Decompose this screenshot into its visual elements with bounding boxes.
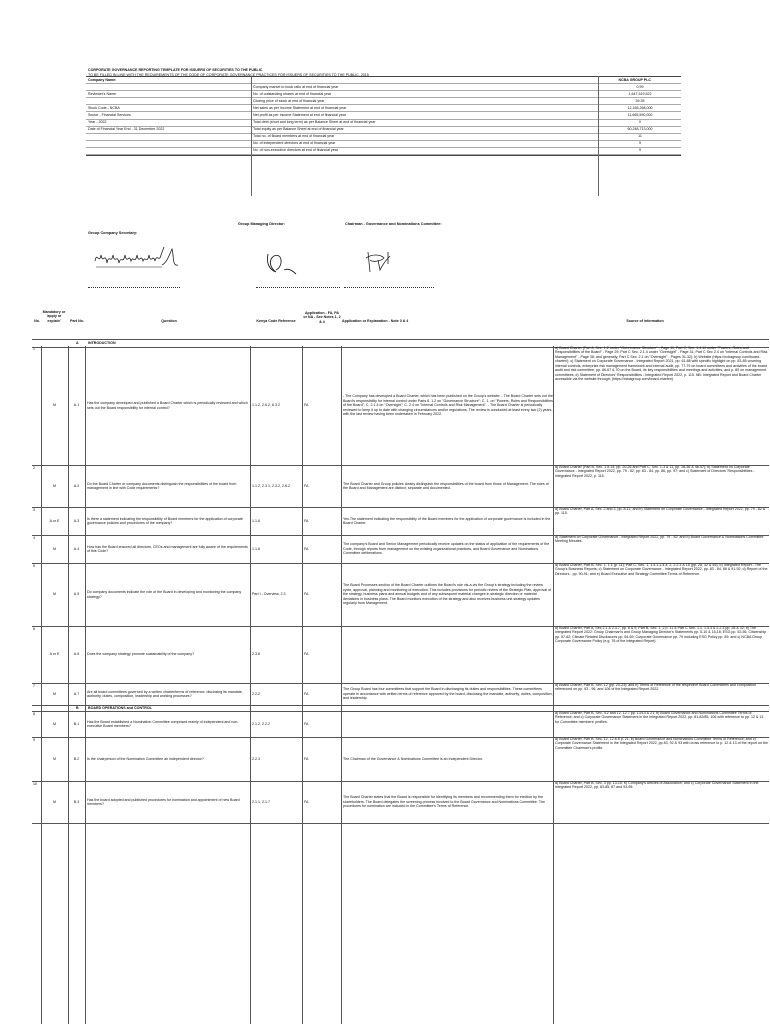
row-number: 8	[33, 712, 35, 716]
info-divider	[598, 76, 599, 196]
application-status: FA	[304, 799, 309, 804]
code-reference: 1.1.2, 2.3.1, 2.3.2, 2.6.2	[252, 483, 290, 488]
section-title: INTRODUCTION	[88, 341, 116, 345]
info-row	[86, 105, 681, 112]
header-mandatory: Mandatory or 'apply or explain'	[42, 310, 66, 323]
template-subtitle: TO BE FILLED IN LINE WITH THE REQUIREMENTS OF THE CODE OF CORPORATE GOVERNANCE PRACTICES FOR ISSUERS OF SECURITIES TO THE PUBLIC, 2015	[88, 72, 369, 77]
company-value: NCBA GROUP PLC	[618, 77, 651, 82]
table-row	[32, 626, 769, 684]
question: Do the Board Charter or company documents distinguish the responsibilities of the board from management in line with Code requirements?	[87, 481, 237, 490]
chair-label: Chairman - Governance and Nominations Committee:	[345, 222, 442, 226]
part-no: A.5	[73, 592, 80, 597]
col-divider	[341, 346, 342, 1024]
info-row	[86, 127, 681, 134]
explanation: The Board Processes section of the Board Charter outlines the Board's role vis-a-vis the Group's strategy including the review cycle, approval, planning and monitoring of execution. This includes provisions for periodic review of the Strategic Plan, approval of the strategy, business plans and annual budgets and of any subsequent material changes in strategic direction or material deviations in business plans. The Board monitors execution of the strategy and also receives business unit strategy updates regularly from Management.	[343, 583, 552, 606]
mandatory-flag: M	[53, 546, 56, 551]
metric-label: No. of outstanding shares at end of financial year	[253, 91, 332, 96]
code-reference: 2.2.2	[252, 691, 260, 696]
part-no: B.1	[73, 721, 80, 726]
mandatory-flag: M	[53, 691, 56, 696]
metric-label: Net profit as per Income Statement at end of financial year	[253, 112, 346, 117]
part-no: A.4	[73, 546, 80, 551]
info-row	[86, 134, 681, 141]
col-divider	[553, 346, 554, 1024]
row-number: 5	[33, 564, 35, 568]
info-left-label: Year - 2022	[88, 120, 107, 125]
metric-value: 11	[638, 134, 642, 139]
table-row	[32, 737, 769, 782]
secretary-signature	[92, 243, 192, 277]
secretary-label: Group Company Secretary:	[88, 231, 138, 235]
header-explanation: Application or Explanation - Note 3 & 4	[342, 319, 409, 323]
question: Does the company strategy promote sustainability of the company?	[87, 652, 195, 657]
mandatory-flag: M	[53, 799, 56, 804]
md-signature	[262, 250, 302, 278]
explanation: Yes.The statement indicating the responsibility of the Board members for the application of corporate governance is included in the Board Charter.	[343, 516, 551, 525]
code-reference: 1.1.6	[252, 546, 260, 551]
row-number: 6	[33, 627, 35, 631]
question: Has the board adopted and published procedures for nomination and appointment of new Board members?	[87, 797, 240, 806]
col-divider	[85, 346, 86, 1024]
part-no: A.6	[73, 652, 80, 657]
row-number: 2	[33, 466, 35, 470]
info-left-label: Sector - Financial Services	[88, 112, 131, 117]
header-part: Part No.	[70, 319, 84, 323]
part-no: B.2	[73, 756, 80, 761]
application-status: FA	[304, 721, 309, 726]
metric-label: No. of non-executive directors at end of financial year	[253, 148, 338, 153]
metric-value: 39.35	[635, 98, 645, 103]
info-row	[86, 141, 681, 148]
metric-value: 60,248,713,000	[627, 127, 653, 132]
code-reference: 2.3.6	[252, 652, 260, 657]
mandatory-flag: M	[53, 756, 56, 761]
question: Is there a statement indicating the responsibility of Board members for the application of corporate governance policies and procedures of the company?	[87, 516, 243, 525]
information-source: a) Board Charter, Part B, Sec. 1, 1.1 (p. 11); Part C, Sec. 1, 1.4.1-1.4.4; 2, 2.2.3 & 15 (pp. 28, 32 & 55); b) Integrated Report - The Group's Business Reports; c) Statement on Corporate Governance - Integrated Report 2022, pp. 83 - 84, 86 & 91-92; d) Report of the Directors - pp. 90-91; and e) Board Executive and Strategy Committee Terms of Reference.	[555, 563, 768, 576]
header-question: Question	[161, 319, 177, 323]
information-source: a) Board Charter (Part 8, Sec. 1.2 under "Governance Structure" - Page 11; Part C, Sec. 1.4.11 under "Powers, Roles and Responsibilities of the Board" - Page 29; Part C Sec. 2.1.4 under "Oversight" - Page 31; Part C Sec 2.4 on "Internal Controls and Risk Management" - Page 38; and generally, Part C Sec. 2.1 on "Oversight" - Pages 31-32); b) Website (https://ncbagroup.com/board-charter/); c) Statement on Corporate Governance - Integrated Report 2021, pp. 61-88 with specific highlight on pp. 83-85 covering internal controls, enterprise risk management framework and internal audit, pp. 77-79 on board committees and activities of the board audit and risk committee, pp. 66-67 & 70 on the Board, its key responsibilities and meetings and activities, and p. 80 on management committees; d) Statement of Directors' Responsibilities - Integrated Report 2022, p. 115. NB: Integrated Report and Board Charter accessible via the website through: (https://ncbagroup.com/board-charter/)	[555, 346, 768, 382]
application-status: FA	[304, 403, 309, 408]
col-divider	[302, 346, 303, 1024]
header-code-ref: Kenya Code Reference	[256, 319, 296, 323]
section-letter: A	[76, 341, 79, 345]
chair-signature	[362, 246, 398, 276]
information-source: a) Board Charter, Part B, Sec. 12 (pp. 20-23); and b) Terms of Reference of the respective Board Committees and composition referenced on pp. 93 - 96, and 106 of the Integrated Report 2022.	[555, 683, 757, 692]
info-divider	[251, 76, 252, 196]
row-number: 4	[33, 536, 35, 540]
row-number: 7	[33, 684, 35, 688]
col-divider	[250, 346, 251, 1024]
part-no: B.3	[73, 799, 80, 804]
mandatory-flag: A or E	[49, 518, 60, 523]
mandatory-flag: M	[53, 721, 56, 726]
table-row	[32, 563, 769, 627]
row-number: 3	[33, 508, 35, 512]
col-divider	[68, 346, 69, 1024]
explanation: - The Company has developed a Board Charter, which has been published on the Group's website. - The Board Charter sets out the Board's responsibility for internal control under Parts 8, 1.2 on "Governance Structure"; C. 1. on "Powers, Roles and Responsibilities of the Board"; C. 2.1.4 on "Oversight"; C. 2.4 on "Internal Controls and Risk Management". - The Board Charter is periodically reviewed to keep it up to date with changing circumstances and/or regulations. The review is conducted at least every two (2) years, with the last review having been undertaken in February 2022.	[343, 394, 553, 417]
col-divider	[41, 346, 42, 1024]
metric-label: Net sales as per Income Statement at end of financial year	[253, 105, 347, 110]
application-status: FA	[304, 592, 309, 597]
md-label: Group Managing Director:	[238, 222, 286, 226]
metric-label: Total equity as per Balance Sheet at end of financial year	[253, 127, 344, 132]
table-row	[32, 465, 769, 508]
explanation: The Group Board has four committees that support the Board in discharging its duties and responsibilities. These committees operate in accordance with written terms of reference approved by the board, disclosing the mandate, authority, duties, composition, and leadership.	[343, 687, 553, 701]
row-number: 10	[33, 782, 37, 786]
information-source: a) Board Charter (Part B, Sec. 1.5-14, pp. 20-26 and Part C, Sec. 1-3 & 11, pp. 28-36 & 46-47); b) Statement on Corporate Governance - Integrated Report 2022, pp. 79 - 82, pp. 83 - 84, pp. 86, pp. 97; and c) Statement of Directors' Responsibilities - Integrated Report 2022, p. 115.	[555, 465, 755, 478]
chair-signature-line	[344, 287, 434, 288]
metric-value: 12,165,268,000	[627, 105, 653, 110]
application-status: FA	[304, 483, 309, 488]
company-label: Company Name:	[88, 77, 117, 82]
explanation: The Board Charter states that the Board is responsible for identifying its members and recommending them for election by the shareholders. The Board delegates the screening process involved to the Board Governance and Nominations Committee. The procedures for nomination are included in the Committee's Terms of Reference.	[343, 795, 546, 809]
info-row	[86, 112, 681, 119]
application-status: FA	[304, 756, 309, 761]
application-status: FA	[304, 691, 309, 696]
information-source: a) Board Charter, Part A, Sec. 2 and 3, pp. 8-11; and b) Statement on Corporate Governance - Integrated Report 2022, pp. 79 - 82 & pp. 115.	[555, 507, 766, 516]
info-row	[86, 77, 681, 84]
header-no: No.	[34, 319, 40, 323]
explanation: The Chairman of the Governance & Nominations Committee is an independent Director.	[343, 756, 483, 761]
information-source: a) Statement on Corporate Governance - Integrated Report 2022, pp. 79 - 82; and b) Board Governance & Nominations Committee Meeting Minutes.	[555, 535, 764, 544]
part-no: A.3	[73, 518, 80, 523]
question: Are all board committees governed by a written charter/terms of reference, disclosing its mandate, authority, duties, composition, leadership and working processes?	[87, 689, 243, 698]
metric-label: Closing price of stock at end of financial year	[253, 98, 325, 103]
metric-value: 1,647,519,522	[628, 91, 652, 96]
code-reference: 2.1.1, 2.1.7	[252, 799, 270, 804]
information-source: a) Board Charter, Part B, Sec. 12, 12.6.6 p. 21; b) Board Governance and Nominations Committee Terms of Reference; and c) Corporate Governance Statement in the Integrated Report 2022, pp 83, 92 & 93 with cross reference to p. 12 & 13 of the report on the Committee Chairman's profile.	[555, 737, 768, 750]
header-source: Source of information	[626, 319, 664, 323]
row-number: 9	[33, 738, 35, 742]
part-no: A.2	[73, 483, 80, 488]
metric-label: No. of independent directors at end of financial year	[253, 141, 336, 146]
mandatory-flag: M	[53, 483, 56, 488]
code-reference: 1.1.6	[252, 518, 260, 523]
metric-value: 5	[639, 141, 641, 146]
question: Do company documents indicate the role of the Board in developing and monitoring the company strategy?	[87, 590, 242, 599]
table-row	[32, 346, 769, 466]
metric-value: 11,665,590,000	[627, 112, 653, 117]
company-info-grid	[86, 76, 681, 156]
secretary-signature-line	[88, 287, 180, 288]
code-reference: 2.1.2, 2.2.2	[252, 721, 270, 726]
metric-value: 0	[639, 120, 641, 125]
table-row	[32, 781, 769, 824]
part-no: A.7	[73, 691, 80, 696]
mandatory-flag: M	[53, 592, 56, 597]
info-left-label: Reviewer's Name	[88, 91, 117, 96]
table-row	[32, 711, 769, 738]
mandatory-flag: A or E	[49, 652, 60, 657]
metric-label: Company market to book ratio at end of financial year	[253, 84, 339, 89]
code-reference: 2.2.3	[252, 756, 260, 761]
code-reference: Part I - Overview, 2.3	[252, 592, 286, 597]
information-source: a) Board Charter, Part B, Sec. 4 pp. 13-15; b) Company's Articles of Association; and c) Corporate Governance Statement in the Integrated Report 2022, pp. 83-85, 87 and 93-95.	[555, 781, 759, 790]
info-row	[86, 98, 681, 105]
metric-value: 9	[639, 148, 641, 153]
section-letter: B	[76, 705, 79, 710]
metric-value: 0.99	[636, 84, 644, 89]
info-row	[86, 148, 681, 155]
question: Has the Board established a Nomination Committee comprised mainly of independent and non-executive Board members?	[87, 719, 239, 728]
application-status: FA	[304, 518, 309, 523]
info-left-label: Date of Financial Year End - 31 December 2022	[88, 127, 165, 132]
metric-label: Total no. of Board members at end of financial year	[253, 134, 335, 139]
template-title: CORPORATE GOVERNANCE REPORTING TEMPLATE FOR ISSUERS OF SECURITIES TO THE PUBLIC	[88, 68, 263, 72]
info-left-label: Stock Code - NCBA	[88, 105, 120, 110]
info-row	[86, 91, 681, 98]
code-reference: 1.1.2, 2.6.2, 6.3.2	[252, 403, 280, 408]
table-row	[32, 535, 769, 564]
question: Has the company developed and published a Board Charter which is periodically reviewed and which sets out the Board responsibility for internal control?	[87, 401, 248, 410]
explanation	[342, 711, 554, 737]
explanation: The company's Board and Senior Management periodically receive updates on the status of application of the requirements of the Code, through reports from management on the existing organizational practices, and Board Governance and Nominations Committee deliberations.	[343, 542, 550, 556]
question: Is the chairperson of the Nomination Committee an independent director?	[87, 756, 204, 761]
header-application: Application - FA, PA or NA - See Notes 1, 2 & 4	[303, 311, 341, 324]
info-row	[86, 84, 681, 91]
mandatory-flag: M	[53, 403, 56, 408]
explanation: The Board Charter and Group policies clearly distinguish the responsibilities of the board from those of Management. The roles of the Board and Management are distinct, separate and documented.	[343, 481, 549, 490]
part-no: A.1	[73, 403, 80, 408]
table-row	[32, 507, 769, 536]
table-row	[32, 683, 769, 706]
info-row	[86, 120, 681, 127]
row-number: 1	[33, 347, 35, 351]
explanation	[342, 626, 554, 683]
section-title: BOARD OPERATIONS and CONTROL	[88, 705, 152, 710]
application-status: FA	[304, 546, 309, 551]
question: How has the Board ensured all directors, CEOs and management are fully aware of the requirements of this Code?	[87, 544, 248, 553]
application-status: FA	[304, 652, 309, 657]
md-signature-line	[256, 287, 340, 288]
information-source: a) Board Charter, Part B, Sec. 4.2 and 12, 12.7 pp. 13/14 & 21; b) Board Governance and Nominations Committee Terms of Reference; and c) Corporate Governance Statement in the Integrated Report 2022, pp. 81-82/85, 106 with reference to pp. 12 & 13 for Committee members' profiles.	[555, 711, 764, 724]
information-source: a) Board Charter, Part A, Sec 2.1 & 2.4.7, pp. 8 & 9; Part B, Sec. 1, 2 p. 11 & Part C Sec. 1.1, 1.4.3 & 2.2.3 pp. 28 & 32; b) The Integrated Report 2022: Group Chairman's and Group Managing Director's Statements pp. 5-10 & 15-18; ESG pp. 52-56, Citizenship pp. 57-62; Climate Related Disclosures pp. 64-69; Corporate Governance pp. 79 including ESG Policy pp. 89; and c) NCBA Group Corporate Governance Policy (e.g. 76 of the Integrated Report).	[555, 626, 767, 644]
metric-label: Total debt (short and long term) as per Balance Sheet at end of financial year	[253, 120, 376, 125]
